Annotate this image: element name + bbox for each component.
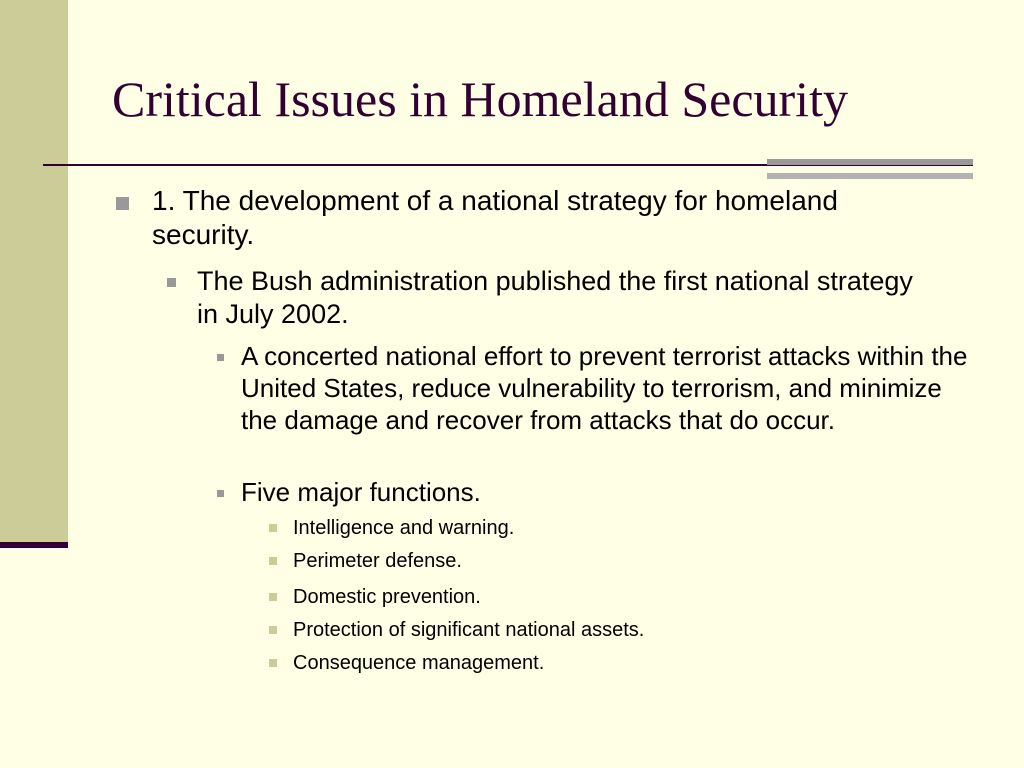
square-bullet-icon: [269, 659, 277, 667]
square-bullet-icon: [217, 354, 224, 361]
bullet-level2: [197, 265, 927, 331]
bullet-level4-item: [293, 585, 481, 609]
square-bullet-icon: [269, 593, 277, 601]
divider-accent-top: [767, 159, 973, 165]
square-bullet-icon: [269, 557, 277, 565]
square-bullet-icon: [269, 626, 277, 634]
bullet-level3-functions: [241, 476, 981, 508]
sidebar-decoration: [0, 0, 68, 546]
bullet-level4-item: [293, 651, 544, 675]
slide-title: Critical Issues in Homeland Security: [112, 71, 848, 127]
bullet-level4-text: Protection of significant national assets.: [293, 619, 645, 641]
bullet-level4-text: Perimeter defense.: [293, 550, 462, 572]
bullet-level4-item: [293, 516, 514, 540]
bullet-level3-text: Five major functions.: [241, 477, 481, 507]
bullet-level3-effort: [241, 340, 981, 436]
square-bullet-icon: [217, 490, 224, 497]
bullet-level4-item: [293, 549, 462, 573]
square-bullet-icon: [167, 278, 176, 287]
bullet-level3-text: A concerted national effort to prevent terrorist attacks within the United States, reduce vulnerability to terrorism, and minimize the damage and recover from attacks that do occur.: [241, 341, 968, 435]
bullet-level4-item: [293, 618, 644, 642]
bullet-level4-text: Intelligence and warning.: [293, 517, 515, 539]
bullet-level4-text: Consequence management.: [293, 652, 545, 674]
sidebar-underline: [0, 542, 68, 548]
bullet-level4-text: Domestic prevention.: [293, 586, 481, 608]
square-bullet-icon: [269, 524, 277, 532]
square-bullet-icon: [116, 197, 129, 210]
divider-accent-bottom: [767, 173, 973, 179]
bullet-level2-text: The Bush administration published the first national strategy in July 2002.: [197, 266, 913, 329]
bullet-level1: [152, 184, 872, 252]
bullet-level1-text: 1. The development of a national strategy for homeland security.: [152, 185, 838, 250]
